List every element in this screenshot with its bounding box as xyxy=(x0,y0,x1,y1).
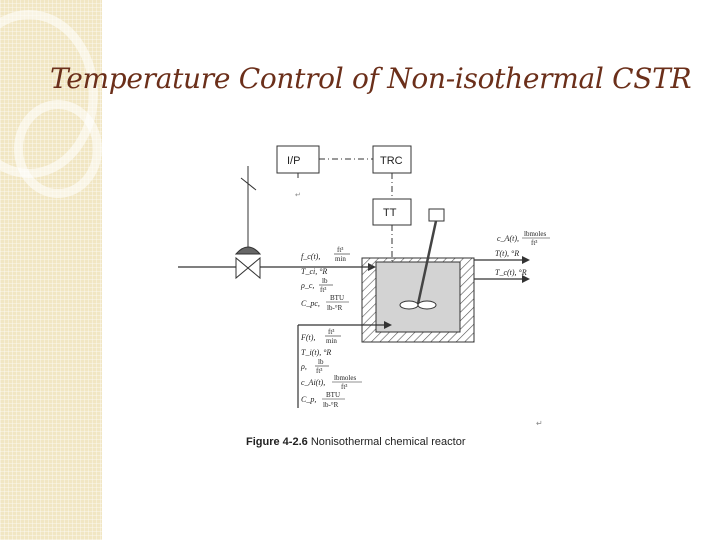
coolant-inlet-labels xyxy=(300,246,350,312)
return-mark-small: ↵ xyxy=(295,191,301,199)
feed-density-num: lb xyxy=(318,358,324,366)
agitator-motor xyxy=(429,209,444,221)
coolant-density-den: ft³ xyxy=(320,286,327,294)
tt-transmitter-label: TT xyxy=(383,207,397,219)
outlet-concentration-label: c_A(t), xyxy=(497,234,519,243)
agitator-impeller-left xyxy=(400,301,418,309)
feed-concentration-label: c_Ai(t), xyxy=(301,378,326,387)
feed-heat-capacity-label: C_p, xyxy=(301,395,317,404)
feed-heat-capacity-num: BTU xyxy=(326,391,340,399)
feed-inlet-labels xyxy=(300,328,362,409)
coolant-heat-capacity-den: lb-°R xyxy=(327,304,343,312)
return-mark: ↵ xyxy=(536,419,543,428)
reactor-vessel xyxy=(376,262,460,332)
coolant-heat-capacity-label: C_pc, xyxy=(301,299,320,308)
valve-body-left xyxy=(236,258,248,278)
product-outlet-arrow xyxy=(522,256,530,264)
outlet-labels xyxy=(495,230,550,277)
figure-number: Figure 4-2.6 xyxy=(246,436,308,448)
coolant-flow-units-den: min xyxy=(335,255,346,263)
feed-density-den: ft³ xyxy=(316,367,323,375)
coolant-heat-capacity-num: BTU xyxy=(330,294,344,302)
coolant-density-label: ρ_c, xyxy=(301,281,315,290)
slide-title: Temperature Control of Non-isothermal CSTR xyxy=(50,62,692,95)
feed-concentration-num: lbmoles xyxy=(334,374,357,382)
valve-body-right xyxy=(248,258,260,278)
feed-flow-num: ft³ xyxy=(328,328,335,336)
feed-flow-label: F(t), xyxy=(301,333,316,342)
figure-caption xyxy=(246,436,465,448)
feed-temp-label: T_i(t), °R xyxy=(301,348,332,357)
feed-flow-den: min xyxy=(326,337,337,345)
feed-density-label: ρ, xyxy=(301,362,307,371)
figure-caption-text: Nonisothermal chemical reactor xyxy=(310,436,466,448)
valve-actuator-dome xyxy=(236,247,260,254)
coolant-flow-label: f_c(t), xyxy=(301,252,321,261)
feed-concentration-den: ft³ xyxy=(341,383,348,391)
coolant-flow-units-num: ft³ xyxy=(337,246,344,254)
coolant-inlet-temp-label: T_ci, °R xyxy=(301,267,328,276)
outlet-concentration-den: ft³ xyxy=(531,239,538,247)
trc-controller-label: TRC xyxy=(380,155,403,167)
ip-transducer-label: I/P xyxy=(287,155,301,167)
outlet-concentration-num: lbmoles xyxy=(524,230,547,238)
agitator-impeller-right xyxy=(418,301,436,309)
outlet-temp-label: T(t), °R xyxy=(495,249,520,258)
coolant-density-num: lb xyxy=(322,277,328,285)
feed-heat-capacity-den: lb-°R xyxy=(323,401,339,409)
coolant-outlet-temp-label: T_c(t), °R xyxy=(495,268,527,277)
